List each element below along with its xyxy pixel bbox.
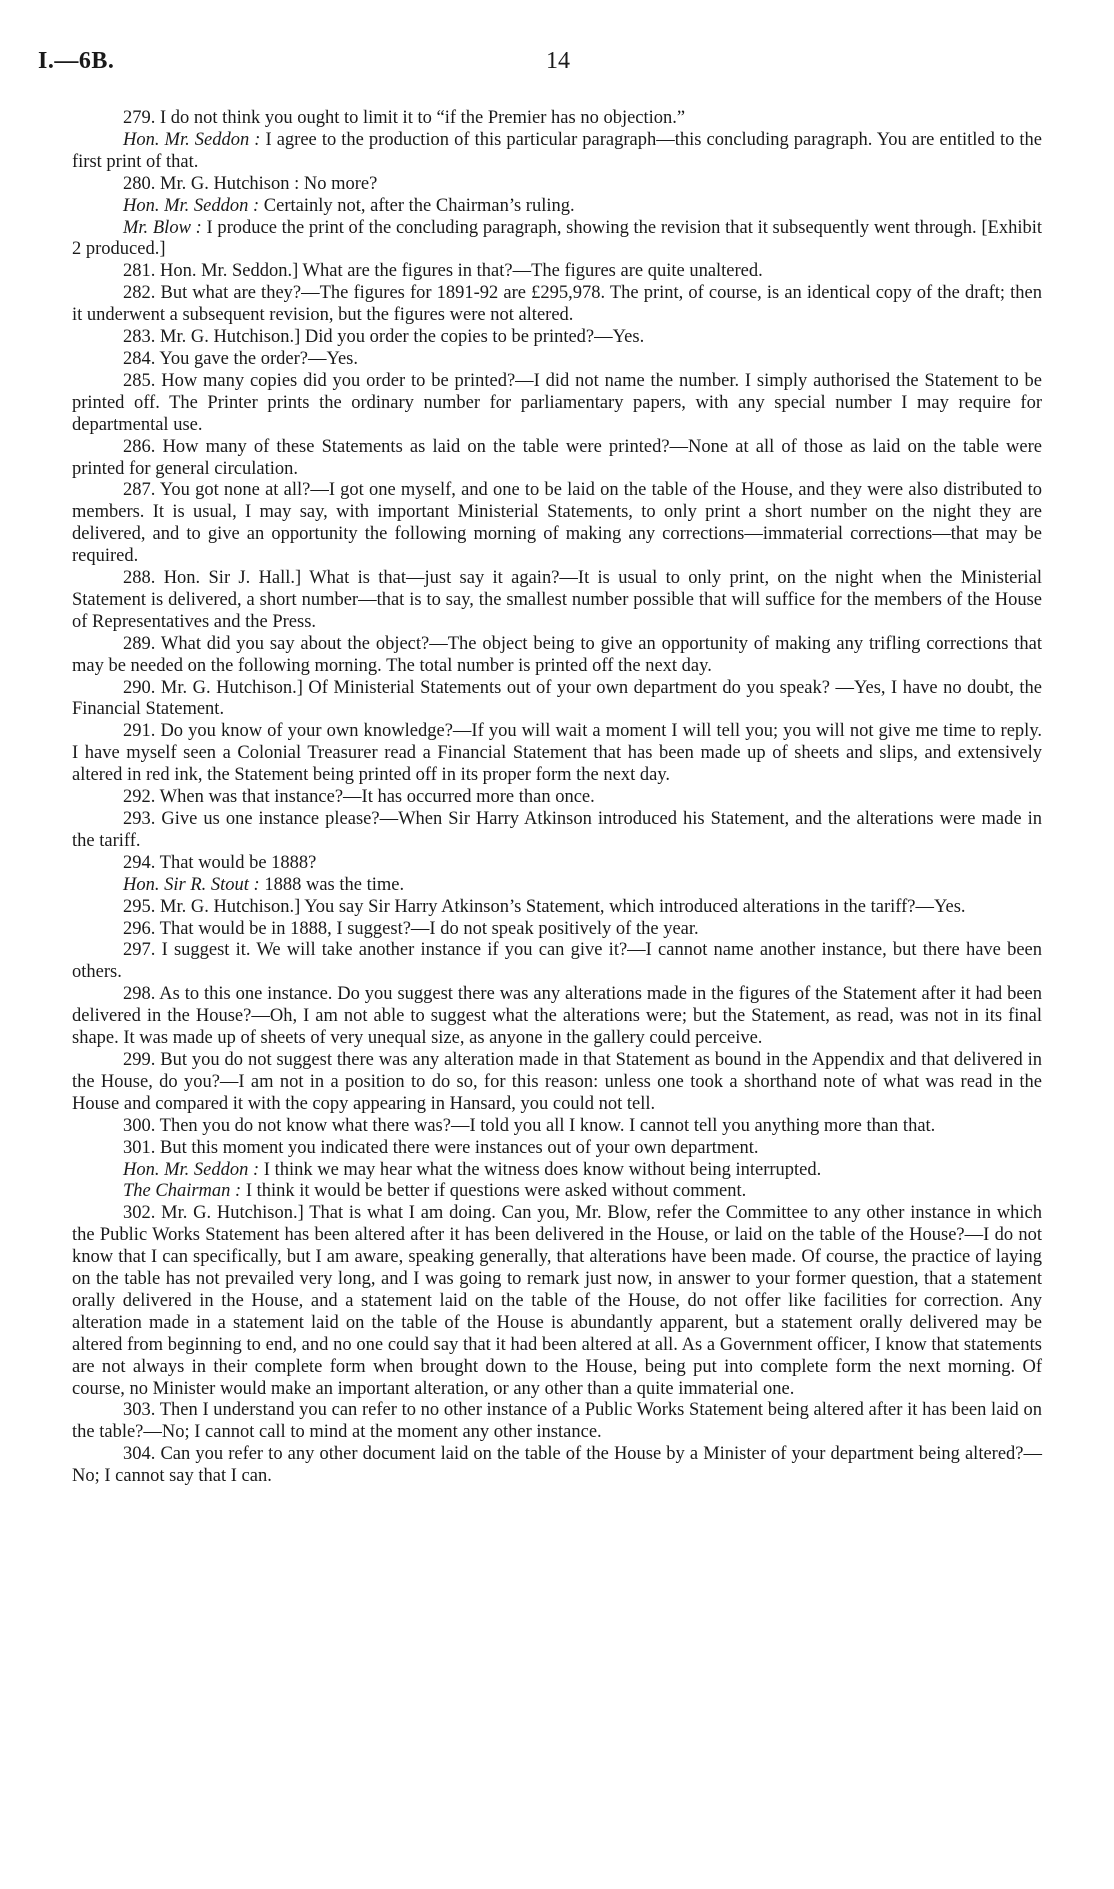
transcript-paragraph: [72, 218, 1042, 262]
paragraph-text: 282. But what are they?—The figures for 1891-92 are £295,978. The print, of course, is an identical copy of the draft; then it underwent a subsequent revision, but the figures were not altered.: [72, 283, 1042, 326]
paragraph-text: 279. I do not think you ought to limit it to “if the Premier has no objection.”: [123, 108, 686, 128]
paragraph-text: 291. Do you know of your own knowledge?—If you will wait a moment I will tell you; you will not give me time to reply. I have myself seen a Colonial Treasurer read a Financial Statement that has been made up of sheets and slips, and extensively altered in red ink, the Statement being printed off in its proper form the next day.: [72, 721, 1042, 786]
transcript-paragraph: [72, 196, 1042, 218]
transcript-paragraph: [72, 1160, 1042, 1182]
transcript-paragraph: [72, 853, 1042, 875]
transcript-paragraph: [72, 261, 1042, 283]
transcript-paragraph: [72, 568, 1042, 634]
transcript-paragraph: [72, 919, 1042, 941]
transcript-paragraph: [72, 1050, 1042, 1116]
transcript-paragraph: [72, 1181, 1042, 1203]
transcript-paragraph: [72, 897, 1042, 919]
paragraph-text: 300. Then you do not know what there was?—I told you all I know. I cannot tell you anything more than that.: [123, 1115, 936, 1136]
paragraph-text: 302. Mr. G. Hutchison.] That is what I am doing. Can you, Mr. Blow, refer the Committee to any other instance in which the Public Works Statement has been altered after it has been delivered in the House, or laid on the table of the House?—I do not know that I can specifically, but I am aware, speaking generally, that alterations have been made. Of course, the practice of laying on the table has not prevailed very long, and I was going to remark just now, in answer to your former question, that a statement orally delivered in the House, and a statement laid on the table of the House, do not offer like facilities for correction. Any alteration made in a statement laid on the table of the House is abundantly apparent, but a statement orally delivered may be altered from beginning to end, and no one could say that it had been altered at all. As a Government officer, I know that statements are not always in their complete form when brought down to the House, being put into complete form the next morning. Of course, no Minister would make an important alteration, or any other than a quite immaterial one.: [72, 1203, 1042, 1399]
paragraph-text: 290. Mr. G. Hutchison.] Of Ministerial Statements out of your own department do you speak? —Yes, I have no doubt, the Financial Statement.: [72, 677, 1042, 720]
transcript-paragraph: [72, 1116, 1042, 1138]
transcript-paragraph: [72, 1400, 1042, 1444]
speaker-name: Mr. Blow :: [123, 217, 202, 238]
paragraph-text: 292. When was that instance?—It has occurred more than once.: [123, 787, 595, 808]
page-reference: I.—6B.: [38, 48, 115, 74]
paragraph-text: I agree to the production of this particular paragraph—this concluding paragraph. You are entitled to the first print of that.: [72, 129, 1042, 172]
transcript-paragraph: [72, 1203, 1042, 1400]
transcript-paragraph: [72, 1444, 1042, 1488]
transcript-paragraph: [72, 1138, 1042, 1160]
speaker-name: Hon. Sir R. Stout :: [123, 874, 260, 895]
speaker-name: Hon. Mr. Seddon :: [123, 195, 260, 216]
evidence-transcript: [72, 108, 1042, 1488]
paragraph-text: 284. You gave the order?—Yes.: [123, 348, 359, 369]
paragraph-text: 289. What did you say about the object?—The object being to give an opportunity of making any trifling corrections that may be needed on the following morning. The total number is printed off the next day.: [72, 633, 1042, 676]
transcript-paragraph: [72, 678, 1042, 722]
paragraph-text: 286. How many of these Statements as laid on the table were printed?—None at all of those as laid on the table were printed for general circulation.: [72, 436, 1042, 479]
transcript-paragraph: [72, 174, 1042, 196]
paragraph-text: 287. You got none at all?—I got one myself, and one to be laid on the table of the House, and they were also distributed to members. It is usual, I may say, with important Ministerial Statements, to only print a short number on the night they are delivered, and to give an opportunity the following morning of making any corrections—immaterial corrections—that may be required.: [72, 480, 1042, 567]
transcript-paragraph: [72, 108, 1042, 130]
transcript-paragraph: [72, 437, 1042, 481]
paragraph-text: 293. Give us one instance please?—When Sir Harry Atkinson introduced his Statement, and the alterations were made in the tariff.: [72, 809, 1042, 851]
speaker-name: Hon. Mr. Seddon :: [123, 129, 261, 150]
paragraph-text: 299. But you do not suggest there was any alteration made in that Statement as bound in the Appendix and that delivered in the House, do you?—I am not in a position to do so, for this reason: unless one took a shorthand note of what was read in the House and compared it with the copy appearing in Hansard, you could not tell.: [72, 1049, 1042, 1114]
paragraph-text: 285. How many copies did you order to be printed?—I did not name the number. I simply authorised the Statement to be printed off. The Printer prints the ordinary number for parliamentary papers, with any special number I may require for departmental use.: [72, 370, 1042, 435]
paragraph-text: 280. Mr. G. Hutchison : No more?: [123, 173, 378, 194]
paragraph-text: 298. As to this one instance. Do you suggest there was any alterations made in the figures of the Statement after it had been delivered in the House?—Oh, I am not able to suggest what the alterations were; but the Statement, as read, was not in its final shape. It was made up of sheets of very unequal size, as anyone in the gallery could perceive.: [72, 984, 1042, 1049]
paragraph-text: 296. That would be in 1888, I suggest?—I do not speak positively of the year.: [123, 918, 699, 939]
transcript-paragraph: [72, 875, 1042, 897]
transcript-paragraph: [72, 130, 1042, 174]
page-number: 14: [546, 48, 570, 74]
paragraph-text: 283. Mr. G. Hutchison.] Did you order the copies to be printed?—Yes.: [123, 327, 645, 348]
transcript-paragraph: [72, 721, 1042, 787]
paragraph-text: I think we may hear what the witness does know without being interrupted.: [259, 1159, 822, 1180]
paragraph-text: 304. Can you refer to any other document laid on the table of the House by a Minister of your department being altered?—No; I cannot say that I can.: [72, 1444, 1042, 1487]
paragraph-text: 281. Hon. Mr. Seddon.] What are the figures in that?—The figures are quite unaltered.: [123, 261, 763, 282]
transcript-paragraph: [72, 371, 1042, 437]
paragraph-text: I produce the print of the concluding paragraph, showing the revision that it subsequently went through. [Exhibit 2 produced.]: [72, 217, 1043, 260]
paragraph-text: 303. Then I understand you can refer to no other instance of a Public Works Statement being altered after it has been laid on the table?—No; I cannot call to mind at the moment any other instance.: [72, 1400, 1042, 1443]
paragraph-text: I think it would be better if questions were asked without comment.: [241, 1181, 747, 1202]
speaker-name: Hon. Mr. Seddon :: [123, 1159, 260, 1180]
transcript-paragraph: [72, 984, 1042, 1050]
transcript-paragraph: [72, 787, 1042, 809]
paragraph-text: 294. That would be 1888?: [123, 852, 317, 873]
transcript-paragraph: [72, 940, 1042, 984]
transcript-paragraph: [72, 480, 1042, 568]
transcript-paragraph: [72, 283, 1042, 327]
transcript-paragraph: [72, 349, 1042, 371]
transcript-paragraph: [72, 327, 1042, 349]
paragraph-text: 295. Mr. G. Hutchison.] You say Sir Harry Atkinson’s Statement, which introduced alterations in the tariff?—Yes.: [123, 896, 966, 917]
paragraph-text: Certainly not, after the Chairman’s ruling.: [259, 195, 575, 216]
transcript-paragraph: [72, 634, 1042, 678]
paragraph-text: 301. But this moment you indicated there were instances out of your own department.: [123, 1137, 759, 1158]
transcript-paragraph: [72, 809, 1042, 853]
paragraph-text: 1888 was the time.: [259, 874, 405, 895]
paragraph-text: 297. I suggest it. We will take another instance if you can give it?—I cannot name another instance, but there have been others.: [72, 940, 1042, 983]
paragraph-text: 288. Hon. Sir J. Hall.] What is that—just say it again?—It is usual to only print, on the night when the Ministerial Statement is delivered, a short number—that is to say, the smallest number possible that will suffice for the members of the House of Representatives and the Press.: [72, 568, 1042, 632]
page-header: [38, 48, 1078, 82]
speaker-name: The Chairman :: [123, 1181, 242, 1202]
